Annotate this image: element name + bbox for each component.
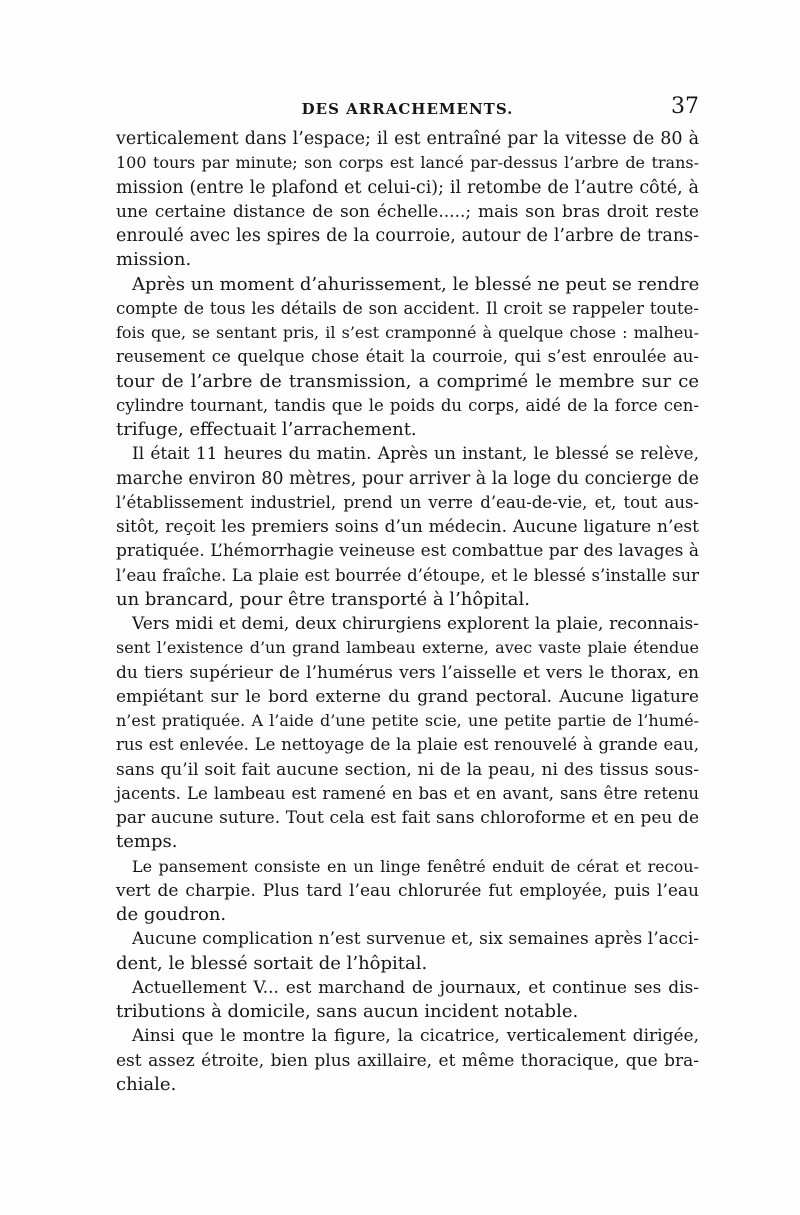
text-line: temps. — [116, 831, 178, 853]
text-line: jacents. Le lambeau est ramené en bas et en avant, sans être retenu — [116, 783, 699, 803]
page-number: 37 — [671, 94, 699, 119]
running-title: DES ARRACHEMENTS. — [301, 100, 514, 118]
text-line: marche environ 80 mètres, pour arriver à la loge du concierge de — [116, 468, 700, 489]
text-line: vert de charpie. Plus tard l’eau chlorurée fut employée, puis l’eau — [116, 880, 699, 901]
text-line: Actuellement V... est marchand de journaux, et continue ses dis- — [132, 977, 699, 998]
text-line: Ainsi que le montre la figure, la cicatrice, verticalement dirigée, — [132, 1026, 699, 1047]
text-line: 100 tours par minute; son corps est lancé par-dessus l’arbre de trans- — [116, 153, 699, 173]
body-text — [116, 127, 699, 1097]
text-line: de goudron. — [116, 904, 227, 925]
text-line: cylindre tournant, tandis que le poids du corps, aidé de la force cen- — [116, 395, 699, 415]
text-line: empiétant sur le bord externe du grand pectoral. Aucune ligature — [116, 686, 699, 707]
text-line: une certaine distance de son échelle.....; mais son bras droit reste — [116, 201, 699, 222]
text-line: tributions à domicile, sans aucun incident notable. — [116, 1001, 579, 1022]
text-line: verticalement dans l’espace; il est entraîné par la vitesse de 80 à — [116, 129, 699, 149]
text-line: Après un moment d’ahurissement, le blessé ne peut se rendre — [132, 273, 700, 295]
text-line: Il était 11 heures du matin. Après un instant, le blessé se relève, — [132, 444, 699, 465]
text-line: n’est pratiquée. A l’aide d’une petite scie, une petite partie de l’humé- — [116, 711, 699, 730]
text-line: dent, le blessé sortait de l’hôpital. — [116, 952, 428, 974]
text-line: par aucune suture. Tout cela est fait sans chloroforme et en peu de — [116, 808, 699, 828]
text-line: enroulé avec les spires de la courroie, autour de l’arbre de trans- — [116, 226, 699, 246]
text-line: Aucune complication n’est survenue et, six semaines après l’acci- — [132, 929, 699, 950]
text-line: sent l’existence d’un grand lambeau externe, avec vaste plaie étendue — [116, 638, 699, 658]
text-line: trifuge, effectuait l’arrachement. — [116, 419, 417, 440]
text-line: compte de tous les détails de son accident. Il croit se rappeler toute- — [116, 298, 699, 318]
running-head — [116, 94, 699, 124]
text-line: l’eau fraîche. La plaie est bourrée d’étoupe, et le blessé s’installe sur — [116, 565, 699, 585]
text-line: du tiers supérieur de l’humérus vers l’aisselle et vers le thorax, en — [116, 662, 699, 683]
text-line: l’établissement industriel, prend un verre d’eau-de-vie, et, tout aus- — [116, 492, 699, 512]
text-line: un brancard, pour être transporté à l’hôpital. — [116, 588, 530, 610]
text-line: mission (entre le plafond et celui-ci); il retombe de l’autre côté, à — [116, 177, 699, 198]
text-line: rus est enlevée. Le nettoyage de la plaie est renouvelé à grande eau, — [116, 735, 699, 755]
text-line: sitôt, reçoit les premiers soins d’un médecin. Aucune ligature n’est — [116, 517, 699, 537]
text-line: reusement ce quelque chose était la courroie, qui s’est enroulée au- — [116, 347, 699, 367]
text-line: Le pansement consiste en un linge fenêtré enduit de cérat et recou- — [132, 856, 699, 876]
text-line: Vers midi et demi, deux chirurgiens explorent la plaie, reconnais- — [132, 614, 699, 634]
text-line: sans qu’il soit fait aucune section, ni de la peau, ni des tissus sous- — [116, 759, 699, 780]
text-line: fois que, se sentant pris, il s’est cramponné à quelque chose : malheu- — [116, 323, 699, 342]
text-line: mission. — [116, 249, 192, 271]
text-line: est assez étroite, bien plus axillaire, et même thoracique, que bra- — [116, 1050, 699, 1071]
text-line: pratiquée. L’hémorrhagie veineuse est combattue par des lavages à — [116, 541, 699, 562]
text-line: tour de l’arbre de transmission, a comprimé le membre sur ce — [116, 370, 699, 392]
text-line: chiale. — [116, 1073, 177, 1095]
